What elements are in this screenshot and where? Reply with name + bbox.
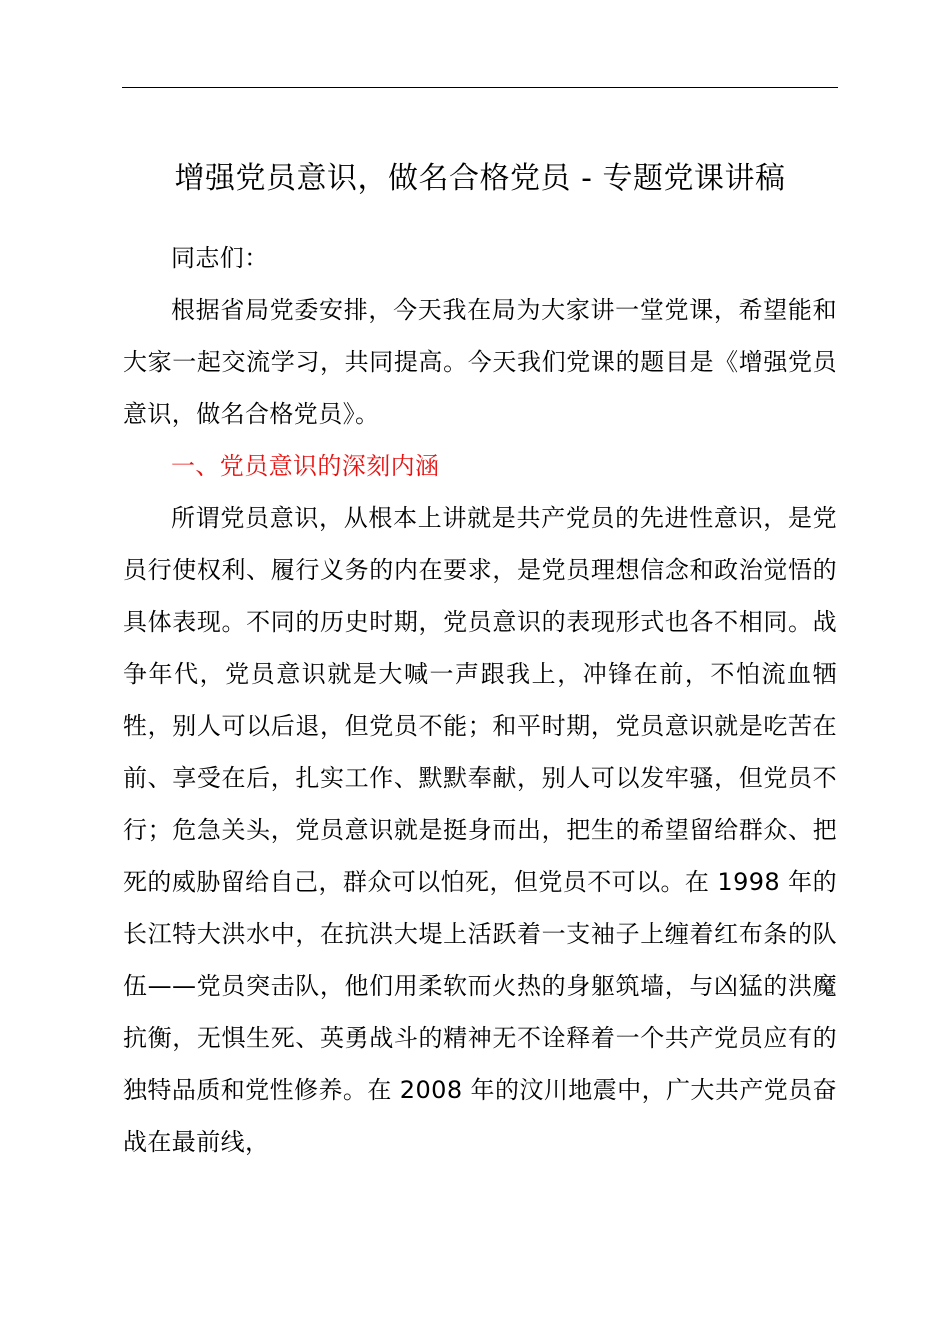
intro-paragraph: 根据省局党委安排，今天我在局为大家讲一堂党课，希望能和大家一起交流学习，共同提高。今天我们党课的题目是《增强党员意识，做名合格党员》。: [123, 296, 837, 428]
section-paragraph: 所谓党员意识，从根本上讲就是共产党员的先进性意识，是党员行使权利、履行义务的内在要求，是党员理想信念和政治觉悟的具体表现。不同的历史时期，党员意识的表现形式也各不相同。战争年代，党员意识就是大喊一声跟我上，冲锋在前，不怕流血牺牲，别人可以后退，但党员不能；和平时期，党员意识就是吃苦在前、享受在后，扎实工作、默默奉献，别人可以发牢骚，但党员不行；危急关头，党员意识就是挺身而出，把生的希望留给群众、把死的威胁留给自己，群众可以怕死，但党员不可以。在 1998 年的长江特大洪水中，在抗洪大堤上活跃着一支袖子上缠着红布条的队伍——党员突击队，他们用柔软而火热的身躯筑墙，与凶猛的洪魔抗衡，无惧生死、英勇战斗的精神无不诠释着一个共产党员应有的独特品质和党性修养。在 2008 年的汶川地震中，广大共产党员奋战在最前线，: [123, 504, 837, 1156]
section-heading: 一、党员意识的深刻内涵: [171, 452, 440, 480]
document-body: [123, 232, 837, 1168]
document-title: 增强党员意识，做名合格党员 - 专题党课讲稿: [174, 161, 786, 196]
salutation: 同志们：: [171, 244, 269, 272]
header-rule: [122, 87, 838, 88]
